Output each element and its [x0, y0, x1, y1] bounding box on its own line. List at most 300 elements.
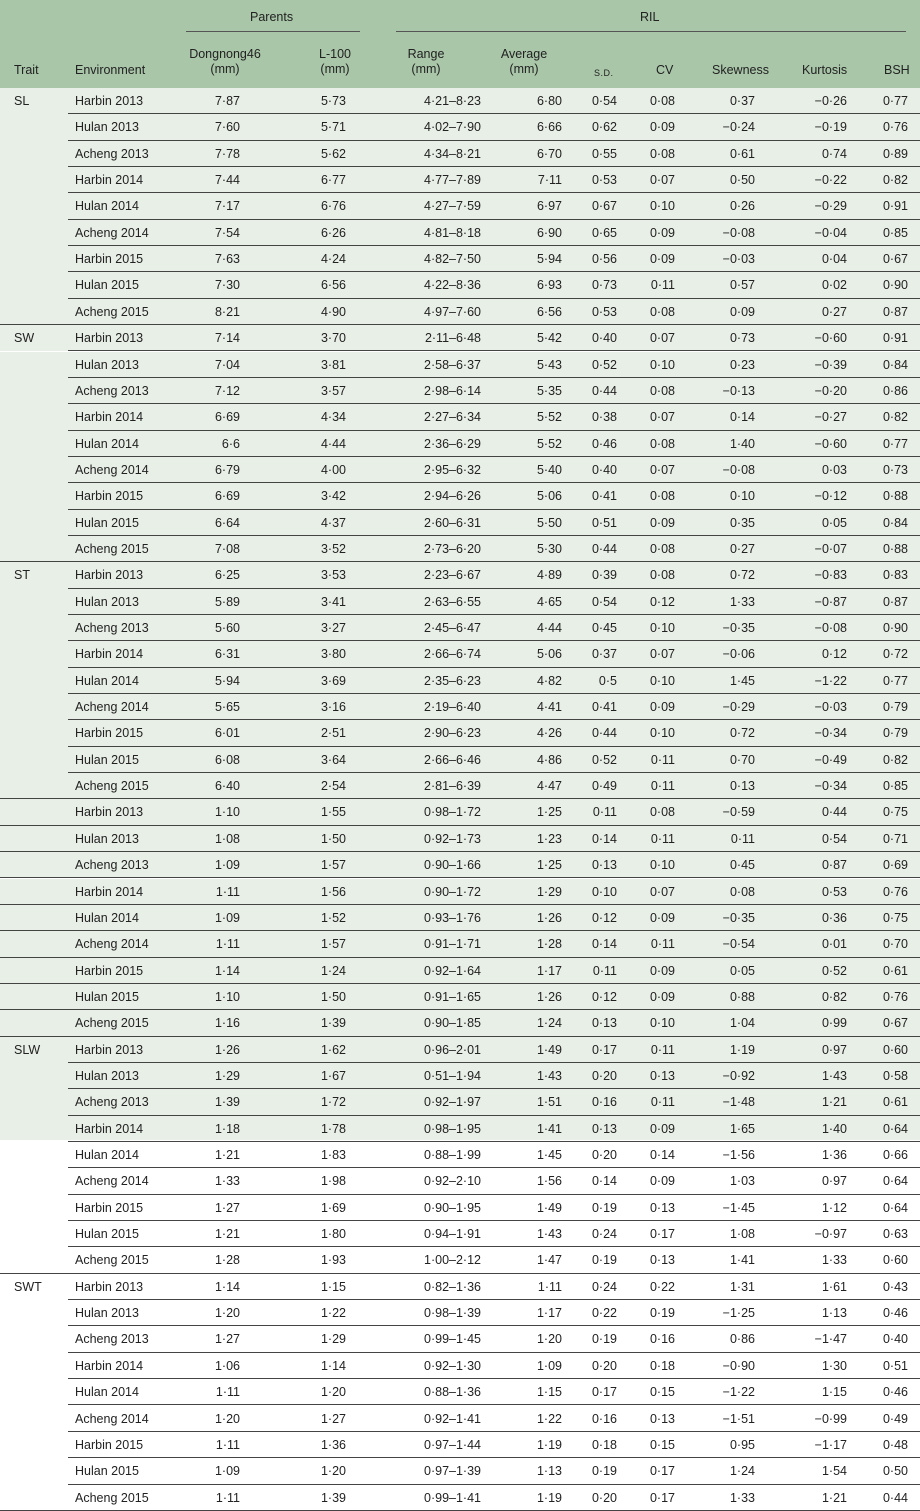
- bsh-cell: 0·46: [882, 1385, 908, 1400]
- average-cell: 1·23: [536, 831, 562, 846]
- cv-cell: 0·11: [650, 831, 675, 846]
- average-cell: 6·97: [536, 199, 562, 214]
- bsh-cell: 0·79: [882, 700, 908, 715]
- dongnong46-cell: 7·12: [214, 383, 240, 398]
- range-cell: 1·00–2·12: [424, 1253, 481, 1268]
- l100-cell: 3·57: [320, 383, 346, 398]
- skewness-cell: −1·56: [722, 1148, 755, 1162]
- table-row: [0, 404, 920, 430]
- cv-cell: 0·10: [649, 199, 675, 214]
- kurtosis-cell: −1·17: [814, 1437, 847, 1452]
- average-cell: 5·43: [536, 357, 562, 372]
- environment-cell: Acheng 2014: [75, 462, 149, 477]
- skewness-cell: 1·65: [729, 1121, 755, 1136]
- header-dongnong46: Dongnong46 (mm): [189, 47, 261, 76]
- table-row: [0, 1247, 920, 1273]
- sd-cell: 0·53: [591, 173, 617, 188]
- l100-cell: 3·81: [320, 357, 346, 372]
- average-cell: 1·19: [536, 1490, 562, 1505]
- cv-cell: 0·07: [649, 647, 675, 662]
- average-cell: 1·25: [536, 805, 562, 820]
- sd-cell: 0·11: [592, 805, 617, 820]
- bsh-cell: 0·60: [882, 1253, 908, 1268]
- sd-cell: 0·55: [591, 146, 617, 161]
- kurtosis-cell: −0·08: [814, 621, 847, 635]
- l100-cell: 2·51: [320, 726, 346, 741]
- range-cell: 4·21–8·23: [424, 94, 481, 108]
- bsh-cell: 0·40: [882, 1332, 908, 1347]
- table-row: [0, 1485, 920, 1511]
- l100-cell: 1·83: [320, 1148, 346, 1162]
- range-cell: 2·23–6·67: [424, 568, 481, 583]
- sd-cell: 0·14: [591, 937, 617, 952]
- header-ril: RIL: [640, 10, 660, 24]
- environment-cell: Harbin 2014: [75, 647, 144, 662]
- average-cell: 5·30: [536, 541, 562, 556]
- trait-label: SWT: [14, 1279, 42, 1294]
- bsh-cell: 0·89: [882, 146, 908, 161]
- range-cell: 0·93–1·76: [424, 910, 481, 925]
- l100-cell: 4·44: [320, 436, 346, 451]
- environment-cell: Hulan 2013: [75, 1306, 139, 1321]
- cv-cell: 0·10: [649, 858, 675, 873]
- header-environment: Environment: [75, 63, 146, 77]
- skewness-cell: −0·24: [722, 120, 755, 135]
- bsh-cell: 0·83: [882, 568, 908, 583]
- cv-cell: 0·09: [649, 989, 675, 1004]
- dongnong46-cell: 6·64: [214, 515, 240, 530]
- average-cell: 5·40: [536, 462, 562, 477]
- cv-cell: 0·09: [649, 1121, 675, 1136]
- sd-cell: 0·19: [591, 1253, 617, 1268]
- range-cell: 4·22–8·36: [424, 278, 481, 293]
- bsh-cell: 0·88: [882, 541, 908, 556]
- sd-cell: 0·13: [591, 1121, 617, 1136]
- environment-cell: Hulan 2013: [75, 831, 139, 846]
- cv-cell: 0·07: [649, 331, 675, 346]
- dongnong46-cell: 7·17: [214, 199, 240, 214]
- average-cell: 1·45: [536, 1148, 562, 1162]
- sd-cell: 0·67: [591, 199, 617, 214]
- l100-cell: 3·41: [320, 594, 346, 609]
- range-cell: 0·91–1·71: [424, 937, 481, 952]
- range-cell: 2·36–6·29: [424, 436, 481, 451]
- trait-label: SLW: [14, 1042, 41, 1057]
- kurtosis-cell: 0·74: [821, 146, 847, 161]
- environment-cell: Harbin 2014: [75, 1121, 144, 1136]
- skewness-cell: 0·35: [729, 515, 755, 530]
- trait-label: ST: [14, 568, 30, 583]
- range-cell: 0·90–1·66: [424, 858, 481, 873]
- l100-cell: 1·56: [320, 884, 346, 899]
- kurtosis-cell: 1·30: [821, 1358, 847, 1373]
- range-cell: 2·19–6·40: [424, 700, 481, 715]
- sd-cell: 0·52: [591, 357, 617, 372]
- bsh-cell: 0·79: [882, 726, 908, 741]
- average-cell: 5·06: [536, 489, 562, 504]
- sd-cell: 0·13: [591, 1016, 617, 1031]
- cv-cell: 0·16: [649, 1332, 675, 1347]
- range-cell: 0·98–1·39: [424, 1306, 481, 1321]
- environment-cell: Harbin 2015: [75, 963, 144, 978]
- cv-cell: 0·10: [649, 1016, 675, 1031]
- l100-cell: 1·78: [320, 1121, 346, 1136]
- environment-cell: Harbin 2014: [75, 410, 144, 425]
- skewness-cell: 0·86: [729, 1332, 755, 1347]
- table-row: [0, 1458, 920, 1484]
- sd-cell: 0·16: [591, 1095, 617, 1110]
- environment-cell: Acheng 2015: [75, 1253, 149, 1268]
- bsh-cell: 0·69: [882, 858, 908, 873]
- range-cell: 2·98–6·14: [424, 383, 481, 398]
- bsh-cell: 0·64: [882, 1200, 908, 1215]
- average-cell: 1·41: [536, 1121, 562, 1136]
- sd-cell: 0·14: [591, 1174, 617, 1189]
- average-cell: 5·94: [536, 252, 562, 267]
- sd-cell: 0·19: [591, 1200, 617, 1215]
- header-l100: L-100 (mm): [319, 47, 351, 76]
- skewness-cell: 0·88: [729, 989, 755, 1004]
- kurtosis-cell: −0·12: [814, 489, 847, 504]
- table-row: [0, 1406, 920, 1432]
- dongnong46-cell: 1·09: [214, 1464, 240, 1479]
- parents-rule: [186, 31, 360, 32]
- dongnong46-cell: 7·87: [214, 94, 240, 108]
- bsh-cell: 0·71: [882, 831, 908, 846]
- bsh-cell: 0·77: [882, 436, 908, 451]
- skewness-cell: 1·08: [729, 1227, 755, 1242]
- kurtosis-cell: −1·47: [814, 1332, 847, 1347]
- bsh-cell: 0·51: [882, 1358, 908, 1373]
- environment-cell: Acheng 2013: [75, 383, 149, 398]
- sd-cell: 0·62: [591, 120, 617, 135]
- kurtosis-cell: 0·04: [821, 252, 847, 267]
- average-cell: 5·52: [536, 436, 562, 451]
- sd-cell: 0·5: [598, 673, 617, 688]
- kurtosis-cell: 1·13: [821, 1306, 847, 1321]
- table-header: [0, 0, 920, 88]
- average-cell: 1·15: [536, 1385, 562, 1400]
- environment-cell: Hulan 2015: [75, 1464, 139, 1479]
- average-cell: 6·93: [536, 278, 562, 293]
- environment-cell: Harbin 2015: [75, 726, 144, 741]
- skewness-cell: −0·08: [722, 462, 755, 477]
- range-cell: 4·97–7·60: [424, 304, 481, 319]
- kurtosis-cell: 0·97: [821, 1174, 847, 1189]
- cv-cell: 0·07: [649, 410, 675, 425]
- range-cell: 2·95–6·32: [424, 462, 481, 477]
- average-cell: 1·25: [536, 858, 562, 873]
- bsh-cell: 0·67: [882, 1016, 908, 1031]
- cv-cell: 0·13: [649, 1411, 675, 1426]
- sd-cell: 0·19: [591, 1464, 617, 1479]
- skewness-cell: 1·19: [729, 1042, 755, 1057]
- range-cell: 0·97–1·39: [424, 1464, 481, 1479]
- cv-cell: 0·14: [649, 1148, 675, 1162]
- range-cell: 2·35–6·23: [424, 673, 481, 688]
- dongnong46-cell: 6·08: [214, 752, 240, 767]
- kurtosis-cell: −0·39: [814, 357, 847, 372]
- l100-cell: 5·71: [320, 120, 346, 135]
- bsh-cell: 0·67: [882, 252, 908, 267]
- average-cell: 4·82: [536, 673, 562, 688]
- average-cell: 6·70: [536, 146, 562, 161]
- environment-cell: Harbin 2013: [75, 1279, 144, 1294]
- l100-cell: 1·69: [320, 1200, 346, 1215]
- environment-cell: Hulan 2013: [75, 594, 139, 609]
- table-row: [0, 431, 920, 457]
- average-cell: 5·52: [536, 410, 562, 425]
- l100-cell: 6·26: [320, 225, 346, 240]
- bsh-cell: 0·91: [882, 199, 908, 214]
- average-cell: 6·90: [536, 225, 562, 240]
- environment-cell: Acheng 2015: [75, 541, 149, 556]
- table-row: [0, 325, 920, 351]
- kurtosis-cell: 0·12: [821, 647, 847, 662]
- skewness-cell: −0·03: [722, 252, 755, 267]
- table-row: [0, 1353, 920, 1379]
- dongnong46-cell: 1·27: [214, 1332, 240, 1347]
- skewness-cell: 0·08: [729, 884, 755, 899]
- cv-cell: 0·09: [649, 700, 675, 715]
- l100-cell: 1·36: [320, 1437, 346, 1452]
- skewness-cell: −0·06: [722, 647, 755, 662]
- dongnong46-cell: 7·08: [214, 541, 240, 556]
- average-cell: 1·43: [536, 1068, 562, 1083]
- range-cell: 4·81–8·18: [424, 225, 481, 240]
- sd-cell: 0·14: [591, 831, 617, 846]
- table-row: [0, 88, 920, 114]
- skewness-cell: 0·37: [729, 94, 755, 108]
- skewness-cell: −0·35: [722, 621, 755, 635]
- kurtosis-cell: 0·97: [821, 1042, 847, 1057]
- sd-cell: 0·20: [591, 1148, 617, 1162]
- skewness-cell: 1·31: [729, 1279, 755, 1294]
- range-cell: 0·90–1·72: [424, 884, 481, 899]
- table-row: [0, 141, 920, 167]
- dongnong46-cell: 1·06: [214, 1358, 240, 1373]
- l100-cell: 1·50: [320, 831, 346, 846]
- kurtosis-cell: −0·49: [814, 752, 847, 767]
- environment-cell: Acheng 2014: [75, 1174, 149, 1189]
- dongnong46-cell: 6·01: [214, 726, 240, 741]
- dongnong46-cell: 1·21: [214, 1148, 240, 1162]
- cv-cell: 0·08: [649, 805, 675, 820]
- dongnong46-cell: 1·39: [214, 1095, 240, 1110]
- header-sd: S.D.: [594, 68, 614, 78]
- skewness-cell: 0·26: [729, 199, 755, 214]
- table-row: [0, 1168, 920, 1194]
- average-cell: 5·35: [536, 383, 562, 398]
- range-cell: 2·45–6·47: [424, 621, 481, 635]
- range-cell: 0·92–1·73: [424, 831, 481, 846]
- environment-cell: Harbin 2013: [75, 568, 144, 583]
- cv-cell: 0·10: [649, 357, 675, 372]
- environment-cell: Hulan 2014: [75, 1385, 139, 1400]
- table-row: [0, 668, 920, 694]
- dongnong46-cell: 6·6: [221, 436, 240, 451]
- table-row: [0, 246, 920, 272]
- kurtosis-cell: −0·34: [814, 726, 847, 741]
- sd-cell: 0·24: [591, 1279, 617, 1294]
- l100-cell: 3·16: [320, 700, 346, 715]
- range-cell: 0·51–1·94: [424, 1068, 481, 1083]
- bsh-cell: 0·58: [882, 1068, 908, 1083]
- average-cell: 4·41: [536, 700, 562, 715]
- average-cell: 6·56: [536, 304, 562, 319]
- kurtosis-cell: −0·97: [814, 1227, 847, 1242]
- sd-cell: 0·54: [591, 94, 617, 108]
- dongnong46-cell: 7·04: [214, 357, 240, 372]
- environment-cell: Hulan 2013: [75, 1068, 139, 1083]
- cv-cell: 0·08: [649, 489, 675, 504]
- cv-cell: 0·12: [649, 594, 675, 609]
- range-cell: 2·90–6·23: [424, 726, 481, 741]
- skewness-cell: 1·03: [729, 1174, 755, 1189]
- kurtosis-cell: 0·52: [821, 963, 847, 978]
- kurtosis-cell: −0·19: [814, 120, 847, 135]
- kurtosis-cell: 0·53: [821, 884, 847, 899]
- l100-cell: 1·22: [320, 1306, 346, 1321]
- table-row: [0, 483, 920, 509]
- skewness-cell: 0·50: [729, 173, 755, 188]
- sd-cell: 0·54: [591, 594, 617, 609]
- environment-cell: Harbin 2013: [75, 94, 144, 108]
- cv-cell: 0·07: [649, 462, 675, 477]
- sd-cell: 0·13: [591, 858, 617, 873]
- sd-cell: 0·40: [591, 462, 617, 477]
- table-row: [0, 193, 920, 219]
- range-cell: 0·92–1·97: [424, 1095, 481, 1110]
- bsh-cell: 0·82: [882, 410, 908, 425]
- average-cell: 1·26: [536, 989, 562, 1004]
- dongnong46-cell: 1·20: [214, 1411, 240, 1426]
- sd-cell: 0·20: [591, 1490, 617, 1505]
- l100-cell: 1·72: [320, 1095, 346, 1110]
- environment-cell: Acheng 2013: [75, 1332, 149, 1347]
- cv-cell: 0·09: [649, 120, 675, 135]
- table-row: [0, 378, 920, 404]
- dongnong46-cell: 7·14: [214, 331, 240, 346]
- kurtosis-cell: 0·27: [821, 304, 847, 319]
- dongnong46-cell: 1·28: [214, 1253, 240, 1268]
- range-cell: 0·98–1·95: [424, 1121, 481, 1136]
- dongnong46-cell: 6·31: [214, 647, 240, 662]
- skewness-cell: −0·35: [722, 910, 755, 925]
- kurtosis-cell: −0·27: [814, 410, 847, 425]
- table-row: [0, 931, 920, 957]
- l100-cell: 2·54: [320, 779, 346, 794]
- range-cell: 2·66–6·46: [424, 752, 481, 767]
- average-cell: 1·28: [536, 937, 562, 952]
- environment-cell: Acheng 2014: [75, 700, 149, 715]
- bsh-cell: 0·60: [882, 1042, 908, 1057]
- bsh-cell: 0·76: [882, 884, 908, 899]
- cv-cell: 0·13: [649, 1253, 675, 1268]
- environment-cell: Harbin 2014: [75, 173, 144, 188]
- average-cell: 1·47: [536, 1253, 562, 1268]
- cv-cell: 0·07: [649, 173, 675, 188]
- average-cell: 1·13: [536, 1464, 562, 1479]
- skewness-cell: 0·10: [729, 489, 755, 504]
- environment-cell: Hulan 2015: [75, 515, 139, 530]
- header-average: Average (mm): [500, 47, 548, 76]
- cv-cell: 0·10: [649, 726, 675, 741]
- bsh-cell: 0·90: [882, 278, 908, 293]
- ril-rule: [396, 31, 906, 32]
- cv-cell: 0·17: [649, 1490, 675, 1505]
- bsh-cell: 0·76: [882, 120, 908, 135]
- header-kurtosis: Kurtosis: [802, 63, 848, 77]
- cv-cell: 0·11: [650, 752, 675, 767]
- range-cell: 0·92–1·41: [424, 1411, 481, 1426]
- skewness-cell: −1·45: [722, 1200, 755, 1215]
- cv-cell: 0·11: [650, 779, 675, 794]
- average-cell: 5·42: [536, 331, 562, 346]
- l100-cell: 6·76: [320, 199, 346, 214]
- average-cell: 6·66: [536, 120, 562, 135]
- skewness-cell: 0·73: [729, 331, 755, 346]
- kurtosis-cell: −0·22: [814, 173, 847, 188]
- average-cell: 5·50: [536, 515, 562, 530]
- bsh-cell: 0·84: [882, 515, 908, 530]
- cv-cell: 0·15: [649, 1437, 675, 1452]
- cv-cell: 0·10: [649, 621, 675, 635]
- range-cell: 2·73–6·20: [424, 541, 481, 556]
- skewness-cell: −1·51: [722, 1411, 755, 1426]
- skewness-cell: 0·72: [729, 568, 755, 583]
- table-row: [0, 352, 920, 378]
- table-row: [0, 1274, 920, 1300]
- bsh-cell: 0·76: [882, 989, 908, 1004]
- environment-cell: Acheng 2014: [75, 937, 149, 952]
- trait-label: SW: [14, 331, 35, 346]
- average-cell: 4·86: [536, 752, 562, 767]
- bsh-cell: 0·87: [882, 594, 908, 609]
- skewness-cell: 0·14: [729, 410, 755, 425]
- sd-cell: 0·44: [591, 541, 617, 556]
- kurtosis-cell: −0·60: [814, 331, 847, 346]
- table-row: [0, 1300, 920, 1326]
- l100-cell: 5·62: [320, 146, 346, 161]
- range-cell: 2·58–6·37: [424, 357, 481, 372]
- sd-cell: 0·38: [591, 410, 617, 425]
- table-row: [0, 1432, 920, 1458]
- average-cell: 1·17: [536, 1306, 562, 1321]
- average-cell: 1·11: [537, 1279, 562, 1294]
- dongnong46-cell: 1·08: [214, 831, 240, 846]
- table-row: [0, 1010, 920, 1036]
- sd-cell: 0·49: [591, 779, 617, 794]
- average-cell: 1·56: [536, 1174, 562, 1189]
- sd-cell: 0·65: [591, 225, 617, 240]
- skewness-cell: −1·22: [722, 1385, 755, 1400]
- table-row: [0, 799, 920, 825]
- l100-cell: 1·24: [320, 963, 346, 978]
- dongnong46-cell: 5·89: [214, 594, 240, 609]
- range-cell: 0·92–1·64: [424, 963, 481, 978]
- sd-cell: 0·51: [591, 515, 617, 530]
- header-parents: Parents: [250, 10, 294, 24]
- dongnong46-cell: 1·09: [214, 858, 240, 873]
- l100-cell: 6·56: [320, 278, 346, 293]
- environment-cell: Acheng 2014: [75, 225, 149, 240]
- table-row: [0, 510, 920, 536]
- l100-cell: 1·98: [320, 1174, 346, 1189]
- l100-cell: 1·39: [320, 1016, 346, 1031]
- dongnong46-cell: 1·18: [214, 1121, 240, 1136]
- environment-cell: Harbin 2015: [75, 1200, 144, 1215]
